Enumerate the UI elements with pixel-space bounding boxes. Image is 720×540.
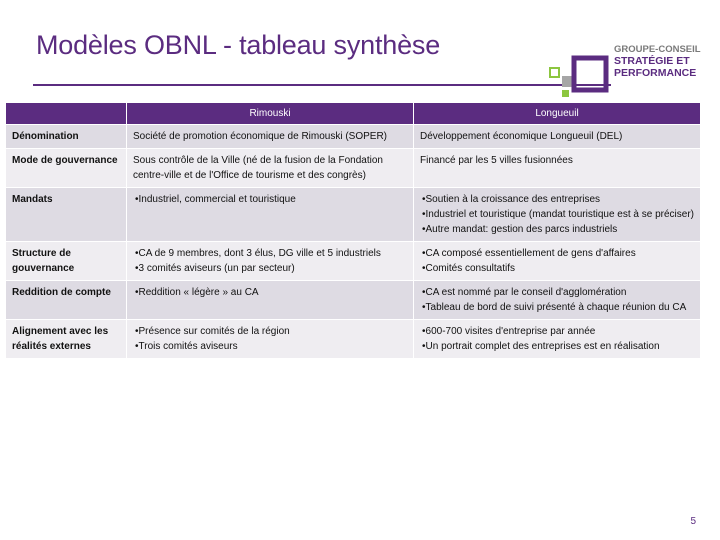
table-row [6,188,701,242]
bullet-item: • CA composé essentiellement de gens d'affaires [420,246,694,261]
logo-line-3: PERFORMANCE [614,67,697,79]
table-row [6,149,701,188]
cell-longueuil [414,242,701,281]
bullet-item: • 600-700 visites d'entreprise par année [420,324,694,339]
bullet-item: • 3 comités aviseurs (un par secteur) [133,261,407,276]
cell-text: Société de promotion économique de Rimouski (SOPER) [133,131,388,142]
table-row [6,320,701,359]
bullet-item: • Présence sur comités de la région [133,324,407,339]
bullet-item: • Autre mandat: gestion des parcs industriels [420,222,694,237]
bullet-item: • CA est nommé par le conseil d'agglomération [420,285,694,300]
logo-line-1: GROUPE-CONSEIL [614,44,701,55]
title-divider [33,84,611,86]
table-row [6,125,701,149]
synthesis-table [5,102,701,359]
table-row [6,281,701,320]
cell-longueuil [414,320,701,359]
bullet-item: • Tableau de bord de suivi présenté à chaque réunion du CA [420,300,694,315]
cell-longueuil [414,149,701,188]
table-header-row [6,103,701,125]
header-rimouski: Rimouski [127,103,414,125]
bullet-item: • Reddition « légère » au CA [133,285,407,300]
bullet-item: • Industriel, commercial et touristique [133,192,407,207]
row-label: Alignement avec les réalités externes [6,320,127,359]
row-label: Structure de gouvernance [6,242,127,281]
header-empty-cell [6,103,127,125]
cell-rimouski [127,320,414,359]
cell-text: Développement économique Longueuil (DEL) [420,131,623,142]
cell-longueuil [414,281,701,320]
bullet-item: • Comités consultatifs [420,261,694,276]
row-label: Dénomination [6,125,127,149]
row-label: Reddition de compte [6,281,127,320]
bullet-item: • CA de 9 membres, dont 3 élus, DG ville et 5 industriels [133,246,407,261]
row-label: Mandats [6,188,127,242]
cell-longueuil [414,125,701,149]
slide-title: Modèles OBNL - tableau synthèse [36,30,441,60]
bullet-item: • Trois comités aviseurs [133,339,407,354]
cell-rimouski [127,242,414,281]
logo-text [614,44,714,79]
cell-text: Financé par les 5 villes fusionnées [420,155,573,166]
header-longueuil: Longueuil [414,103,701,125]
page-number: 5 [690,516,696,527]
bullet-item: • Soutien à la croissance des entreprises [420,192,694,207]
cell-rimouski [127,125,414,149]
cell-rimouski [127,188,414,242]
cell-text: Sous contrôle de la Ville (né de la fusion de la Fondation centre-ville et de l'Office de tourisme et des congrès) [133,155,383,181]
row-label: Mode de gouvernance [6,149,127,188]
cell-rimouski [127,149,414,188]
cell-rimouski [127,281,414,320]
table-row [6,242,701,281]
logo-line-2: STRATÉGIE ET [614,55,690,67]
bullet-item: • Industriel et touristique (mandat touristique est à se préciser) [420,207,694,222]
cell-longueuil [414,188,701,242]
bullet-item: • Un portrait complet des entreprises est en réalisation [420,339,694,354]
logo-squares-icon [548,54,612,98]
